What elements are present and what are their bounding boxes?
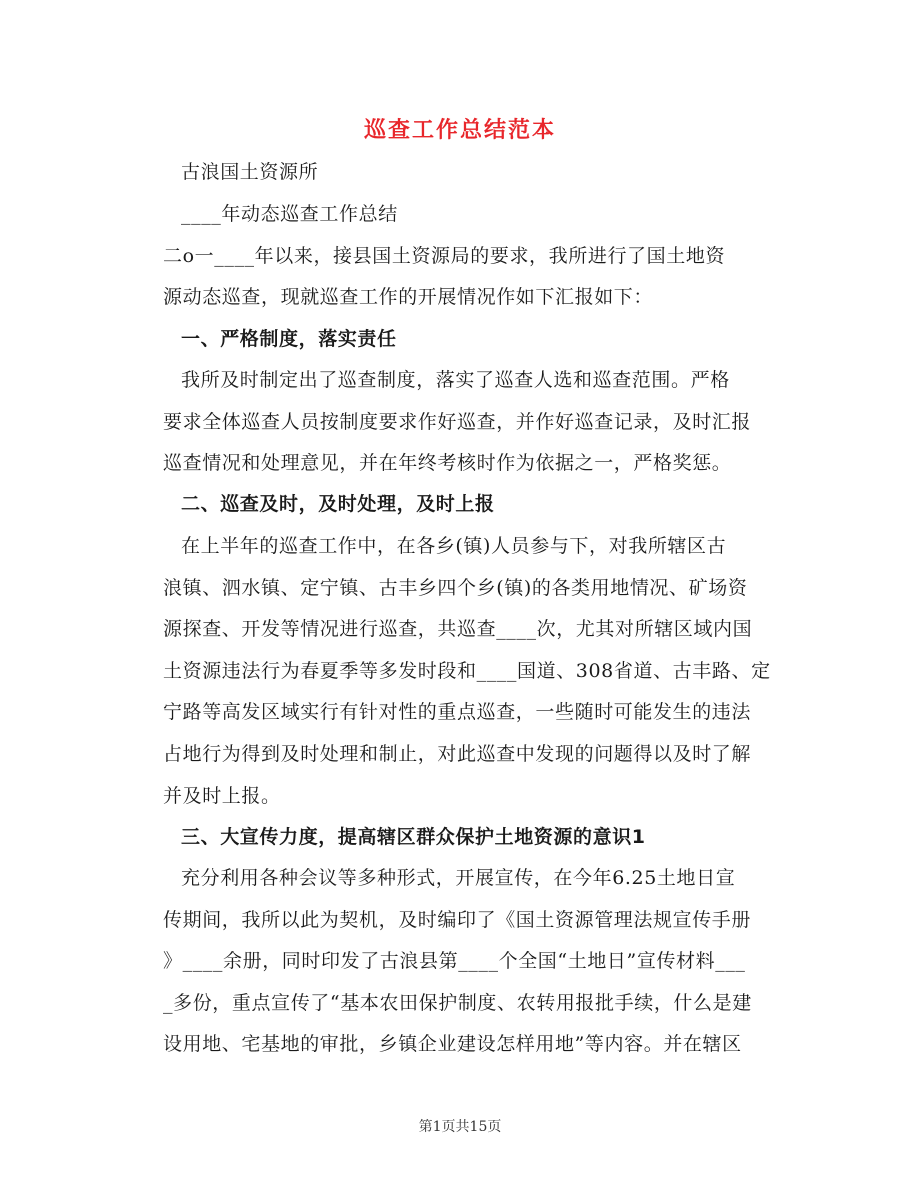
paragraph-line: 宁路等高发区域实行有针对性的重点巡查，一些随时可能发生的违法	[163, 701, 752, 723]
paragraph-line: 充分利用各种会议等多种形式，开展宣传，在今年6.25土地日宣	[181, 867, 736, 889]
paragraph-line: 我所及时制定出了巡查制度，落实了巡查人选和巡查范围。严格	[181, 369, 730, 391]
paragraph-line: 二o一____年以来，接县国土资源局的要求，我所进行了国土地资	[163, 245, 726, 267]
paragraph-line: 古浪国土资源所	[181, 161, 319, 183]
paragraph-line: 设用地、宅基地的审批，乡镇企业建设怎样用地”等内容。并在辖区	[163, 1033, 742, 1055]
paragraph-line: 源探查、开发等情况进行巡查，共巡查____次，尤其对所辖区域内国	[163, 618, 753, 640]
paragraph-line: ____年动态巡查工作总结	[181, 203, 398, 225]
document-title: 巡查工作总结范本	[363, 118, 556, 143]
paragraph-line: 源动态巡查，现就巡查工作的开展情况作如下汇报如下：	[163, 286, 654, 308]
section-heading: 二、巡查及时，及时处理，及时上报	[181, 493, 495, 515]
paragraph-line: 巡查情况和处理意见，并在年终考核时作为依据之一，严格奖惩。	[163, 452, 732, 474]
paragraph-line: 要求全体巡查人员按制度要求作好巡查，并作好巡查记录，及时汇报	[163, 411, 752, 433]
paragraph-line: 浪镇、泗水镇、定宁镇、古丰乡四个乡(镇)的各类用地情况、矿场资	[163, 577, 748, 599]
paragraph-line: 土资源违法行为春夏季等多发时段和____国道、308省道、古丰路、定	[163, 660, 771, 682]
paragraph-line: 并及时上报。	[163, 785, 281, 807]
paragraph-line: 占地行为得到及时处理和制止，对此巡查中发现的问题得以及时了解	[163, 743, 752, 765]
section-heading: 一、严格制度，落实责任	[181, 328, 397, 350]
paragraph-line: 》____余册，同时印发了古浪县第____个全国“土地日”宣传材料___	[163, 950, 746, 972]
paragraph-line: 在上半年的巡查工作中，在各乡(镇)人员参与下，对我所辖区古	[181, 535, 727, 557]
paragraph-line: _多份，重点宣传了“基本农田保护制度、农转用报批手续，什么是建	[163, 992, 752, 1014]
page-number: 第1页共15页	[418, 1119, 502, 1135]
paragraph-line: 传期间，我所以此为契机，及时编印了《国土资源管理法规宣传手册	[163, 909, 752, 931]
section-heading: 三、大宣传力度，提高辖区群众保护土地资源的意识1	[181, 826, 646, 848]
